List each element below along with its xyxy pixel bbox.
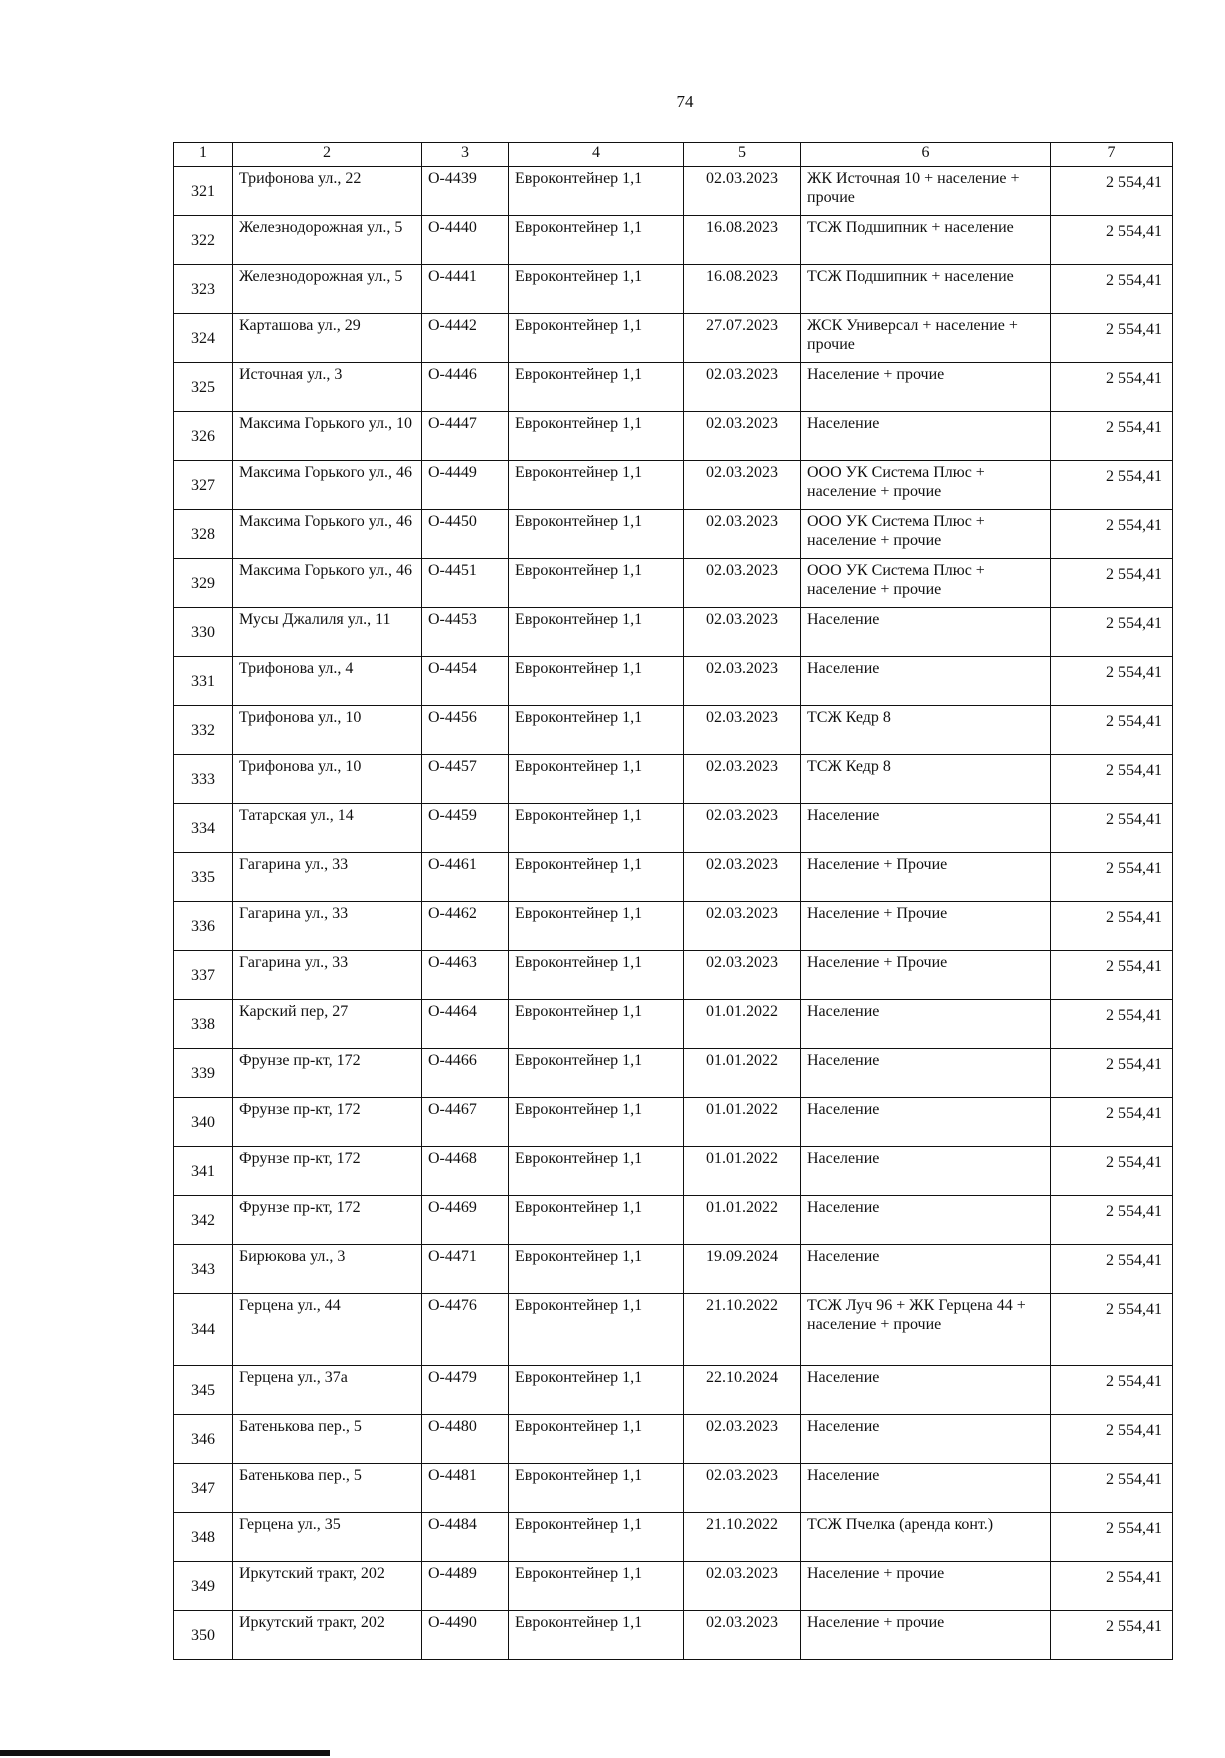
address-cell: Трифонова ул., 10 — [233, 706, 422, 755]
code-cell: О-4466 — [422, 1049, 509, 1098]
address-cell: Железнодорожная ул., 5 — [233, 216, 422, 265]
address-cell: Железнодорожная ул., 5 — [233, 265, 422, 314]
code-cell: О-4456 — [422, 706, 509, 755]
code-cell: О-4471 — [422, 1245, 509, 1294]
table-row — [174, 314, 1173, 363]
container-cell: Евроконтейнер 1,1 — [509, 1000, 684, 1049]
owner-cell: Население — [801, 1196, 1051, 1245]
table-row — [174, 1464, 1173, 1513]
amount-cell: 2 554,41 — [1051, 657, 1173, 706]
table-row — [174, 1049, 1173, 1098]
row-number: 324 — [174, 314, 233, 363]
date-cell: 21.10.2022 — [684, 1513, 801, 1562]
container-cell: Евроконтейнер 1,1 — [509, 1464, 684, 1513]
container-cell: Евроконтейнер 1,1 — [509, 657, 684, 706]
container-cell: Евроконтейнер 1,1 — [509, 510, 684, 559]
container-cell: Евроконтейнер 1,1 — [509, 363, 684, 412]
owner-cell: Население — [801, 1147, 1051, 1196]
container-cell: Евроконтейнер 1,1 — [509, 412, 684, 461]
column-header: 3 — [422, 143, 509, 167]
address-cell: Мусы Джалиля ул., 11 — [233, 608, 422, 657]
row-number: 350 — [174, 1611, 233, 1660]
container-cell: Евроконтейнер 1,1 — [509, 1513, 684, 1562]
table-row — [174, 951, 1173, 1000]
table-row — [174, 1196, 1173, 1245]
code-cell: О-4459 — [422, 804, 509, 853]
container-cell: Евроконтейнер 1,1 — [509, 755, 684, 804]
owner-cell: Население — [801, 1366, 1051, 1415]
address-cell: Фрунзе пр-кт, 172 — [233, 1049, 422, 1098]
amount-cell: 2 554,41 — [1051, 1513, 1173, 1562]
column-header: 5 — [684, 143, 801, 167]
address-cell: Герцена ул., 35 — [233, 1513, 422, 1562]
table-row — [174, 412, 1173, 461]
code-cell: О-4451 — [422, 559, 509, 608]
row-number: 331 — [174, 657, 233, 706]
container-cell: Евроконтейнер 1,1 — [509, 804, 684, 853]
address-cell: Гагарина ул., 33 — [233, 902, 422, 951]
container-cell: Евроконтейнер 1,1 — [509, 1098, 684, 1147]
code-cell: О-4446 — [422, 363, 509, 412]
container-cell: Евроконтейнер 1,1 — [509, 853, 684, 902]
code-cell: О-4453 — [422, 608, 509, 657]
owner-cell: ООО УК Система Плюс + население + прочие — [801, 559, 1051, 608]
code-cell: О-4481 — [422, 1464, 509, 1513]
date-cell: 27.07.2023 — [684, 314, 801, 363]
table-row — [174, 1562, 1173, 1611]
code-cell: О-4440 — [422, 216, 509, 265]
address-cell: Трифонова ул., 10 — [233, 755, 422, 804]
amount-cell: 2 554,41 — [1051, 167, 1173, 216]
container-cell: Евроконтейнер 1,1 — [509, 1366, 684, 1415]
column-header: 2 — [233, 143, 422, 167]
date-cell: 16.08.2023 — [684, 265, 801, 314]
address-cell: Иркутский тракт, 202 — [233, 1562, 422, 1611]
address-cell: Гагарина ул., 33 — [233, 853, 422, 902]
table-row — [174, 363, 1173, 412]
code-cell: О-4447 — [422, 412, 509, 461]
row-number: 336 — [174, 902, 233, 951]
amount-cell: 2 554,41 — [1051, 1366, 1173, 1415]
container-cell: Евроконтейнер 1,1 — [509, 1245, 684, 1294]
address-cell: Батенькова пер., 5 — [233, 1464, 422, 1513]
owner-cell: ТСЖ Кедр 8 — [801, 706, 1051, 755]
row-number: 345 — [174, 1366, 233, 1415]
code-cell: О-4467 — [422, 1098, 509, 1147]
code-cell: О-4457 — [422, 755, 509, 804]
owner-cell: ТСЖ Пчелка (аренда конт.) — [801, 1513, 1051, 1562]
table-row — [174, 167, 1173, 216]
address-cell: Татарская ул., 14 — [233, 804, 422, 853]
owner-cell: ТСЖ Подшипник + население — [801, 265, 1051, 314]
date-cell: 02.03.2023 — [684, 657, 801, 706]
date-cell: 02.03.2023 — [684, 706, 801, 755]
container-cell: Евроконтейнер 1,1 — [509, 265, 684, 314]
table-row — [174, 510, 1173, 559]
table-row — [174, 461, 1173, 510]
scan-edge-bar — [0, 1750, 330, 1756]
date-cell: 02.03.2023 — [684, 461, 801, 510]
header-row — [174, 143, 1173, 167]
container-cell: Евроконтейнер 1,1 — [509, 706, 684, 755]
date-cell: 02.03.2023 — [684, 1562, 801, 1611]
code-cell: О-4469 — [422, 1196, 509, 1245]
row-number: 348 — [174, 1513, 233, 1562]
code-cell: О-4484 — [422, 1513, 509, 1562]
container-cell: Евроконтейнер 1,1 — [509, 1415, 684, 1464]
table-row — [174, 559, 1173, 608]
owner-cell: ТСЖ Луч 96 + ЖК Герцена 44 + население + прочие — [801, 1294, 1051, 1366]
table-row — [174, 853, 1173, 902]
date-cell: 02.03.2023 — [684, 363, 801, 412]
address-cell: Максима Горького ул., 46 — [233, 510, 422, 559]
owner-cell: Население + прочие — [801, 1611, 1051, 1660]
address-cell: Герцена ул., 44 — [233, 1294, 422, 1366]
data-table — [173, 142, 1173, 1660]
row-number: 322 — [174, 216, 233, 265]
address-cell: Максима Горького ул., 46 — [233, 461, 422, 510]
amount-cell: 2 554,41 — [1051, 1464, 1173, 1513]
address-cell: Трифонова ул., 4 — [233, 657, 422, 706]
table-row — [174, 1513, 1173, 1562]
table-row — [174, 706, 1173, 755]
row-number: 346 — [174, 1415, 233, 1464]
code-cell: О-4480 — [422, 1415, 509, 1464]
owner-cell: Население + Прочие — [801, 902, 1051, 951]
amount-cell: 2 554,41 — [1051, 1611, 1173, 1660]
row-number: 335 — [174, 853, 233, 902]
address-cell: Фрунзе пр-кт, 172 — [233, 1147, 422, 1196]
date-cell: 02.03.2023 — [684, 608, 801, 657]
container-cell: Евроконтейнер 1,1 — [509, 1049, 684, 1098]
owner-cell: Население — [801, 1464, 1051, 1513]
owner-cell: Население — [801, 1000, 1051, 1049]
container-cell: Евроконтейнер 1,1 — [509, 167, 684, 216]
owner-cell: Население — [801, 1415, 1051, 1464]
row-number: 321 — [174, 167, 233, 216]
amount-cell: 2 554,41 — [1051, 1098, 1173, 1147]
row-number: 349 — [174, 1562, 233, 1611]
container-cell: Евроконтейнер 1,1 — [509, 1562, 684, 1611]
owner-cell: Население — [801, 804, 1051, 853]
owner-cell: ЖК Источная 10 + население + прочие — [801, 167, 1051, 216]
amount-cell: 2 554,41 — [1051, 412, 1173, 461]
amount-cell: 2 554,41 — [1051, 461, 1173, 510]
row-number: 328 — [174, 510, 233, 559]
address-cell: Гагарина ул., 33 — [233, 951, 422, 1000]
row-number: 337 — [174, 951, 233, 1000]
owner-cell: Население — [801, 657, 1051, 706]
amount-cell: 2 554,41 — [1051, 216, 1173, 265]
table-row — [174, 608, 1173, 657]
row-number: 343 — [174, 1245, 233, 1294]
table-row — [174, 755, 1173, 804]
column-header: 6 — [801, 143, 1051, 167]
date-cell: 02.03.2023 — [684, 559, 801, 608]
date-cell: 01.01.2022 — [684, 1049, 801, 1098]
amount-cell: 2 554,41 — [1051, 1196, 1173, 1245]
amount-cell: 2 554,41 — [1051, 902, 1173, 951]
date-cell: 01.01.2022 — [684, 1000, 801, 1049]
table-row — [174, 1611, 1173, 1660]
column-header: 1 — [174, 143, 233, 167]
container-cell: Евроконтейнер 1,1 — [509, 951, 684, 1000]
row-number: 342 — [174, 1196, 233, 1245]
owner-cell: Население — [801, 412, 1051, 461]
date-cell: 19.09.2024 — [684, 1245, 801, 1294]
code-cell: О-4468 — [422, 1147, 509, 1196]
date-cell: 02.03.2023 — [684, 853, 801, 902]
container-cell: Евроконтейнер 1,1 — [509, 559, 684, 608]
owner-cell: Население + Прочие — [801, 853, 1051, 902]
owner-cell: ООО УК Система Плюс + население + прочие — [801, 510, 1051, 559]
address-cell: Источная ул., 3 — [233, 363, 422, 412]
container-cell: Евроконтейнер 1,1 — [509, 902, 684, 951]
amount-cell: 2 554,41 — [1051, 363, 1173, 412]
address-cell: Батенькова пер., 5 — [233, 1415, 422, 1464]
address-cell: Максима Горького ул., 10 — [233, 412, 422, 461]
owner-cell: ЖСК Универсал + население + прочие — [801, 314, 1051, 363]
table-row — [174, 216, 1173, 265]
code-cell: О-4454 — [422, 657, 509, 706]
address-cell: Иркутский тракт, 202 — [233, 1611, 422, 1660]
table-row — [174, 657, 1173, 706]
date-cell: 02.03.2023 — [684, 902, 801, 951]
table-row — [174, 1245, 1173, 1294]
code-cell: О-4464 — [422, 1000, 509, 1049]
amount-cell: 2 554,41 — [1051, 706, 1173, 755]
code-cell: О-4441 — [422, 265, 509, 314]
owner-cell: Население — [801, 1049, 1051, 1098]
container-cell: Евроконтейнер 1,1 — [509, 1196, 684, 1245]
date-cell: 02.03.2023 — [684, 167, 801, 216]
address-cell: Герцена ул., 37а — [233, 1366, 422, 1415]
code-cell: О-4490 — [422, 1611, 509, 1660]
date-cell: 22.10.2024 — [684, 1366, 801, 1415]
address-cell: Карский пер, 27 — [233, 1000, 422, 1049]
code-cell: О-4462 — [422, 902, 509, 951]
date-cell: 01.01.2022 — [684, 1147, 801, 1196]
amount-cell: 2 554,41 — [1051, 608, 1173, 657]
date-cell: 02.03.2023 — [684, 1464, 801, 1513]
amount-cell: 2 554,41 — [1051, 1562, 1173, 1611]
amount-cell: 2 554,41 — [1051, 559, 1173, 608]
table-row — [174, 1294, 1173, 1366]
date-cell: 02.03.2023 — [684, 1415, 801, 1464]
address-cell: Максима Горького ул., 46 — [233, 559, 422, 608]
amount-cell: 2 554,41 — [1051, 755, 1173, 804]
date-cell: 02.03.2023 — [684, 1611, 801, 1660]
row-number: 344 — [174, 1294, 233, 1366]
code-cell: О-4463 — [422, 951, 509, 1000]
date-cell: 16.08.2023 — [684, 216, 801, 265]
amount-cell: 2 554,41 — [1051, 1147, 1173, 1196]
row-number: 325 — [174, 363, 233, 412]
container-cell: Евроконтейнер 1,1 — [509, 1147, 684, 1196]
owner-cell: ТСЖ Подшипник + население — [801, 216, 1051, 265]
column-header: 4 — [509, 143, 684, 167]
code-cell: О-4479 — [422, 1366, 509, 1415]
row-number: 347 — [174, 1464, 233, 1513]
address-cell: Трифонова ул., 22 — [233, 167, 422, 216]
code-cell: О-4450 — [422, 510, 509, 559]
owner-cell: Население — [801, 608, 1051, 657]
amount-cell: 2 554,41 — [1051, 1049, 1173, 1098]
date-cell: 02.03.2023 — [684, 804, 801, 853]
date-cell: 01.01.2022 — [684, 1098, 801, 1147]
container-cell: Евроконтейнер 1,1 — [509, 216, 684, 265]
row-number: 339 — [174, 1049, 233, 1098]
owner-cell: ТСЖ Кедр 8 — [801, 755, 1051, 804]
container-cell: Евроконтейнер 1,1 — [509, 608, 684, 657]
amount-cell: 2 554,41 — [1051, 265, 1173, 314]
amount-cell: 2 554,41 — [1051, 1000, 1173, 1049]
row-number: 334 — [174, 804, 233, 853]
row-number: 340 — [174, 1098, 233, 1147]
amount-cell: 2 554,41 — [1051, 510, 1173, 559]
address-cell: Карташова ул., 29 — [233, 314, 422, 363]
owner-cell: ООО УК Система Плюс + население + прочие — [801, 461, 1051, 510]
row-number: 341 — [174, 1147, 233, 1196]
amount-cell: 2 554,41 — [1051, 1294, 1173, 1366]
code-cell: О-4489 — [422, 1562, 509, 1611]
code-cell: О-4449 — [422, 461, 509, 510]
row-number: 327 — [174, 461, 233, 510]
date-cell: 02.03.2023 — [684, 755, 801, 804]
row-number: 329 — [174, 559, 233, 608]
code-cell: О-4442 — [422, 314, 509, 363]
table-row — [174, 804, 1173, 853]
owner-cell: Население + Прочие — [801, 951, 1051, 1000]
row-number: 323 — [174, 265, 233, 314]
row-number: 326 — [174, 412, 233, 461]
code-cell: О-4439 — [422, 167, 509, 216]
row-number: 332 — [174, 706, 233, 755]
owner-cell: Население + прочие — [801, 363, 1051, 412]
date-cell: 02.03.2023 — [684, 951, 801, 1000]
container-cell: Евроконтейнер 1,1 — [509, 461, 684, 510]
container-cell: Евроконтейнер 1,1 — [509, 1611, 684, 1660]
table-row — [174, 1000, 1173, 1049]
column-header: 7 — [1051, 143, 1173, 167]
table-row — [174, 1147, 1173, 1196]
row-number: 330 — [174, 608, 233, 657]
amount-cell: 2 554,41 — [1051, 804, 1173, 853]
table-row — [174, 1415, 1173, 1464]
row-number: 333 — [174, 755, 233, 804]
container-cell: Евроконтейнер 1,1 — [509, 1294, 684, 1366]
date-cell: 02.03.2023 — [684, 412, 801, 461]
row-number: 338 — [174, 1000, 233, 1049]
owner-cell: Население — [801, 1098, 1051, 1147]
date-cell: 21.10.2022 — [684, 1294, 801, 1366]
date-cell: 01.01.2022 — [684, 1196, 801, 1245]
container-cell: Евроконтейнер 1,1 — [509, 314, 684, 363]
address-cell: Фрунзе пр-кт, 172 — [233, 1196, 422, 1245]
table-row — [174, 902, 1173, 951]
table-row — [174, 265, 1173, 314]
table-row — [174, 1366, 1173, 1415]
amount-cell: 2 554,41 — [1051, 1245, 1173, 1294]
code-cell: О-4461 — [422, 853, 509, 902]
address-cell: Фрунзе пр-кт, 172 — [233, 1098, 422, 1147]
owner-cell: Население — [801, 1245, 1051, 1294]
address-cell: Бирюкова ул., 3 — [233, 1245, 422, 1294]
code-cell: О-4476 — [422, 1294, 509, 1366]
owner-cell: Население + прочие — [801, 1562, 1051, 1611]
amount-cell: 2 554,41 — [1051, 314, 1173, 363]
date-cell: 02.03.2023 — [684, 510, 801, 559]
amount-cell: 2 554,41 — [1051, 951, 1173, 1000]
amount-cell: 2 554,41 — [1051, 853, 1173, 902]
amount-cell: 2 554,41 — [1051, 1415, 1173, 1464]
page-number: 74 — [676, 92, 694, 111]
table-row — [174, 1098, 1173, 1147]
